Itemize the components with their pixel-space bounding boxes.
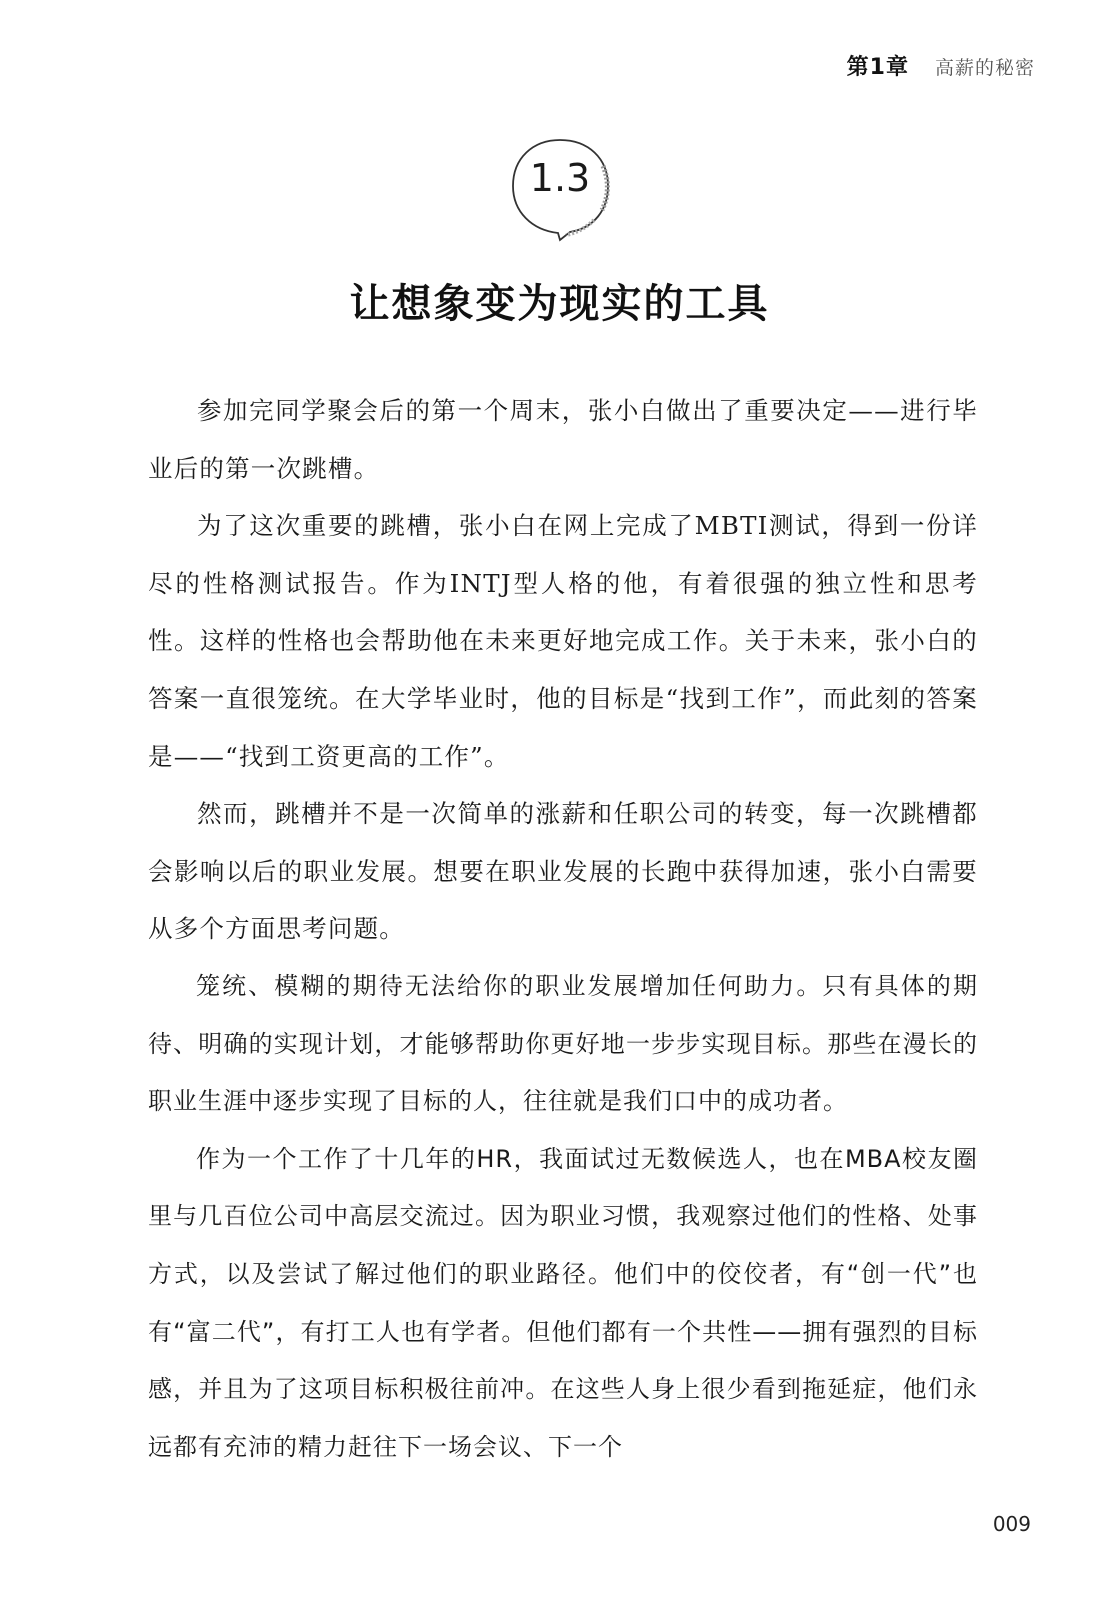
running-header (847, 50, 1035, 90)
paragraph: 笼统、模糊的期待无法给你的职业发展增加任何助力。只有具体的期待、明确的实现计划，才能够帮助你更好地一步步实现目标。那些在漫长的职业生涯中逐步实现了目标的人，往往就是我们口中的成功者。 (148, 971, 978, 1116)
chapter-label: 第1章 (846, 55, 909, 80)
body-text (148, 382, 978, 1476)
paragraph: 为了这次重要的跳槽，张小白在网上完成了MBTI测试，得到一份详尽的性格测试报告。作为INTJ型人格的他，有着很强的独立性和思考性。这样的性格也会帮助他在未来更好地完成工作。关于未来，张小白的答案一直很笼统。在大学毕业时，他的目标是“找到工作”，而此刻的答案是——“找到工资更高的工作”。 (148, 511, 978, 771)
section-number: 1.3 (529, 156, 591, 200)
chapter-title: 高薪的秘密 (934, 57, 1035, 79)
paragraph: 然而，跳槽并不是一次简单的涨薪和任职公司的转变，每一次跳槽都会影响以后的职业发展。想要在职业发展的长跑中获得加速，张小白需要从多个方面思考问题。 (148, 799, 978, 944)
page-number: 009 (992, 1512, 1031, 1536)
paragraph: 参加完同学聚会后的第一个周末，张小白做出了重要决定——进行毕业后的第一次跳槽。 (148, 396, 978, 483)
section-number-badge (508, 136, 618, 246)
paragraph: 作为一个工作了十几年的HR，我面试过无数候选人，也在MBA校友圈里与几百位公司中高层交流过。因为职业习惯，我观察过他们的性格、处事方式，以及尝试了解过他们的职业路径。他们中的佼佼者，有“创一代”也有“富二代”，有打工人也有学者。但他们都有一个共性——拥有强烈的目标感，并且为了这项目标积极往前冲。在这些人身上很少看到拖延症，他们永远都有充沛的精力赶往下一场会议、下一个 (148, 1144, 978, 1461)
section-title: 让想象变为现实的工具 (349, 281, 770, 327)
